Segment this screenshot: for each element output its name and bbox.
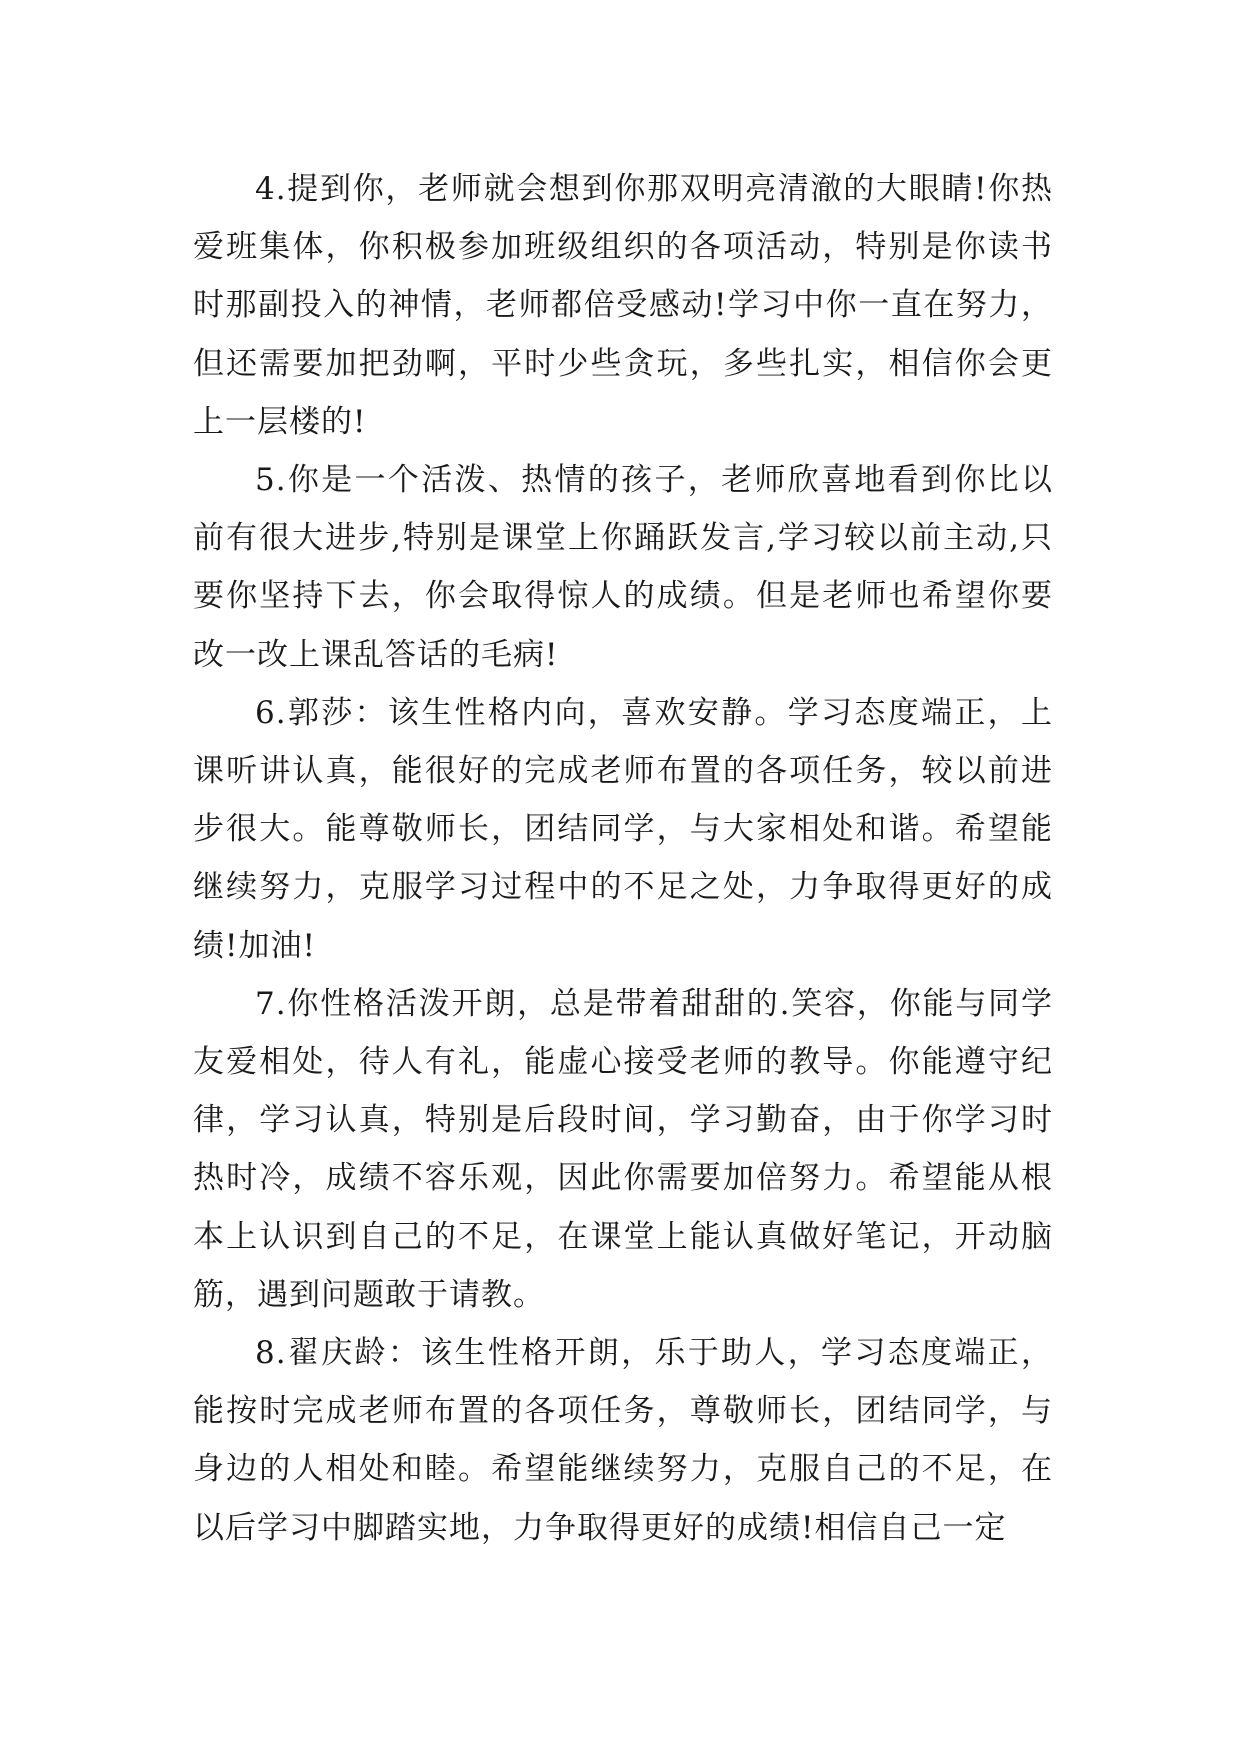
comment-paragraph-5: 5.你是一个活泼、热情的孩子，老师欣喜地看到你比以前有很大进步,特别是课堂上你踊跃发言,学习较以前主动,只要你坚持下去，你会取得惊人的成绩。但是老师也希望你要改一改上课乱答话的毛病! (193, 462, 1053, 673)
comment-paragraph-7: 7.你性格活泼开朗，总是带着甜甜的.笑容，你能与同学友爱相处，待人有礼，能虚心接受老师的教导。你能遵守纪律，学习认真，特别是后段时间，学习勤奋，由于你学习时热时冷，成绩不容乐观，因此你需要加倍努力。希望能从根本上认识到自己的不足，在课堂上能认真做好笔记，开动脑筋，遇到问题敢于请教。 (193, 985, 1053, 1313)
comment-paragraph-4: 4.提到你，老师就会想到你那双明亮清澈的大眼睛!你热爱班集体，你积极参加班级组织的各项活动，特别是你读书时那副投入的神情，老师都倍受感动!学习中你一直在努力，但还需要加把劲啊，平时少些贪玩，多些扎实，相信你会更上一层楼的! (193, 171, 1053, 440)
comment-paragraph-8: 8.翟庆龄：该生性格开朗，乐于助人，学习态度端正，能按时完成老师布置的各项任务，尊敬师长，团结同学，与身边的人相处和睦。希望能继续努力，克服自己的不足，在以后学习中脚踏实地，力争取得更好的成绩!相信自己一定 (193, 1335, 1053, 1546)
document-page (193, 160, 1053, 1557)
comment-paragraph-6: 6.郭莎：该生性格内向，喜欢安静。学习态度端正，上课听讲认真，能很好的完成老师布置的各项任务，较以前进步很大。能尊敬师长，团结同学，与大家相处和谐。希望能继续努力，克服学习过程中的不足之处，力争取得更好的成绩!加油! (193, 694, 1053, 964)
